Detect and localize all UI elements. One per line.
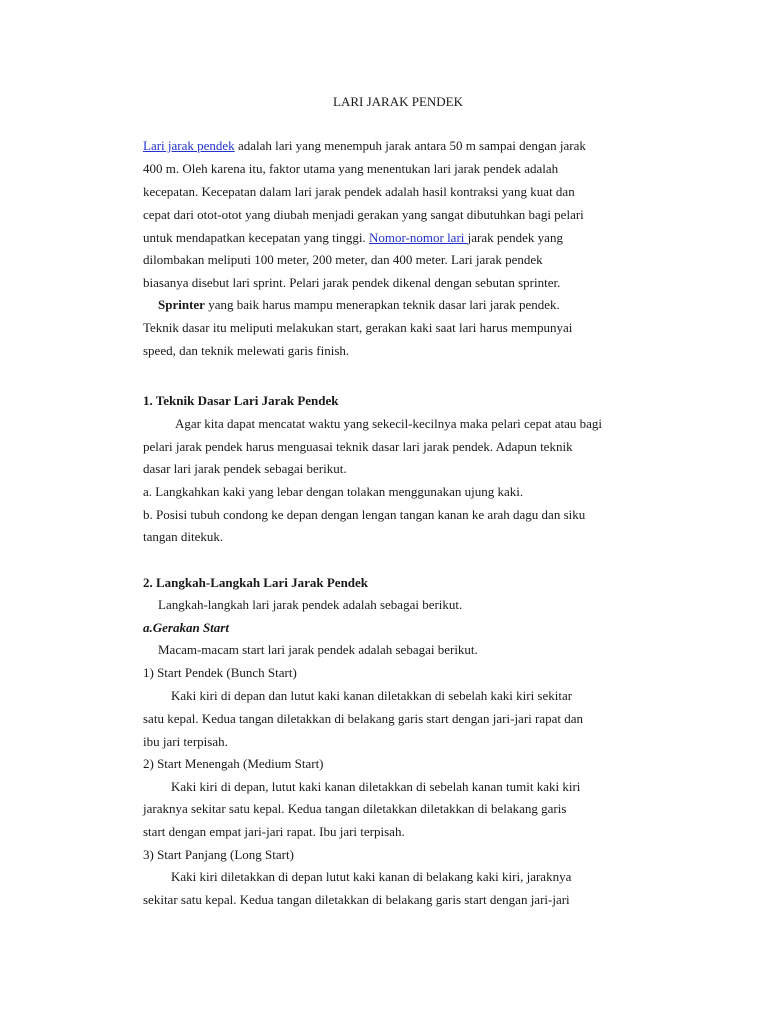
paragraph-line: jaraknya sekitar satu kepal. Kedua tangan diletakkan diletakkan di belakang garis: [143, 801, 567, 816]
paragraph-line: Agar kita dapat mencatat waktu yang sekecil-kecilnya maka pelari cepat atau bagi: [175, 416, 602, 431]
paragraph-line: pelari jarak pendek harus menguasai teknik dasar lari jarak pendek. Adapun teknik: [143, 439, 573, 454]
paragraph-line: satu kepal. Kedua tangan diletakkan di belakang garis start dengan jari-jari rapat dan: [143, 711, 584, 726]
paragraph-line: Macam-macam start lari jarak pendek adalah sebagai berikut.: [158, 642, 478, 657]
paragraph-line: Langkah-langkah lari jarak pendek adalah sebagai berikut.: [158, 597, 463, 612]
paragraph-line: cepat dari otot-otot yang diubah menjadi gerakan yang sangat dibutuhkan bagi pelari: [143, 207, 584, 222]
paragraph-line: kecepatan. Kecepatan dalam lari jarak pendek adalah hasil kontraksi yang kuat dan: [143, 184, 575, 199]
link-nomor-nomor-lari[interactable]: Nomor-nomor lari: [368, 230, 468, 245]
paragraph-line: untuk mendapatkan kecepatan yang tinggi. Nomor-nomor lari jarak pendek yang: [143, 230, 563, 245]
list-item: 3) Start Panjang (Long Start): [143, 847, 294, 862]
paragraph-line: dilombakan meliputi 100 meter, 200 meter, dan 400 meter. Lari jarak pendek: [143, 252, 543, 267]
paragraph-line: biasanya disebut lari sprint. Pelari jarak pendek dikenal dengan sebutan sprinter.: [143, 275, 561, 290]
paragraph-line: start dengan empat jari-jari rapat. Ibu jari terpisah.: [143, 824, 405, 839]
paragraph-line: ibu jari terpisah.: [143, 734, 228, 749]
link-lari-jarak-pendek[interactable]: Lari jarak pendek: [143, 138, 235, 153]
paragraph-line: Kaki kiri di depan, lutut kaki kanan diletakkan di sebelah kanan tumit kaki kiri: [171, 779, 581, 794]
paragraph-line: Sprinter yang baik harus mampu menerapkan teknik dasar lari jarak pendek.: [158, 297, 560, 312]
list-item: a. Langkahkan kaki yang lebar dengan tolakan menggunakan ujung kaki.: [143, 484, 524, 499]
list-item: 2) Start Menengah (Medium Start): [143, 756, 324, 771]
document-title: LARI JARAK PENDEK: [333, 94, 463, 109]
paragraph-line: dasar lari jarak pendek sebagai berikut.: [143, 461, 347, 476]
paragraph-line: Kaki kiri diletakkan di depan lutut kaki kanan di belakang kaki kiri, jaraknya: [171, 869, 572, 884]
paragraph-line: Lari jarak pendek adalah lari yang menempuh jarak antara 50 m sampai dengan jarak: [143, 138, 586, 153]
section-heading: 1. Teknik Dasar Lari Jarak Pendek: [143, 393, 339, 408]
list-item: b. Posisi tubuh condong ke depan dengan lengan tangan kanan ke arah dagu dan siku: [143, 507, 586, 522]
subsection-heading: a.Gerakan Start: [143, 620, 229, 635]
section-heading: 2. Langkah-Langkah Lari Jarak Pendek: [143, 575, 369, 590]
paragraph-line: Teknik dasar itu meliputi melakukan start, gerakan kaki saat lari harus mempunyai: [143, 320, 573, 335]
paragraph-line: Kaki kiri di depan dan lutut kaki kanan diletakkan di sebelah kaki kiri sekitar: [171, 688, 573, 703]
bold-term-sprinter: Sprinter: [158, 297, 205, 312]
paragraph-line: speed, dan teknik melewati garis finish.: [143, 343, 350, 358]
paragraph-line: 400 m. Oleh karena itu, faktor utama yang menentukan lari jarak pendek adalah: [143, 161, 559, 176]
paragraph-line: sekitar satu kepal. Kedua tangan diletakkan di belakang garis start dengan jari-jari: [143, 892, 570, 907]
paragraph-line: tangan ditekuk.: [143, 529, 224, 544]
list-item: 1) Start Pendek (Bunch Start): [143, 665, 297, 680]
